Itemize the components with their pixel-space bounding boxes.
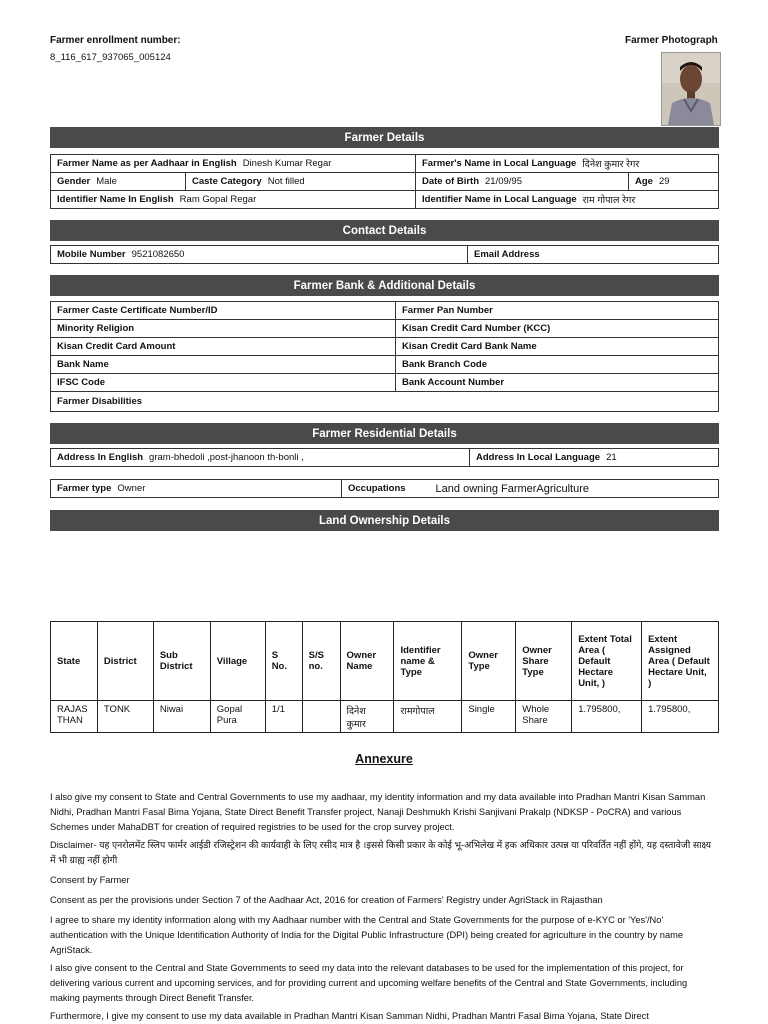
land-col-header: Extent Total Area ( Default Hectare Unit, ) (572, 622, 642, 701)
occupations-label: Occupations (348, 483, 406, 494)
identifier-local-value: राम गोपाल रेगर (582, 195, 636, 206)
address-row (50, 448, 719, 467)
enrollment-number-value: 8_116_617_937065_005124 (50, 52, 171, 63)
farmer-name-row (50, 154, 719, 173)
land-cell-owner-type: Single (462, 701, 516, 733)
kcc-amount-label: Kisan Credit Card Amount (57, 340, 176, 352)
bank-row-1 (50, 301, 719, 320)
address-local-value: 21 (606, 452, 617, 463)
disabilities-label: Farmer Disabilities (57, 395, 143, 407)
land-cell-identifier: रामगोपाल (394, 701, 462, 733)
minority-label: Minority Religion (57, 322, 135, 334)
pan-label: Farmer Pan Number (402, 305, 493, 316)
bank-name-label: Bank Name (57, 358, 109, 370)
annexure-title (0, 752, 768, 766)
ifsc-label: IFSC Code (57, 376, 106, 388)
consent-by-farmer-heading: Consent by Farmer (50, 875, 130, 885)
land-col-header: State (51, 622, 98, 701)
address-en-label: Address In English (57, 452, 144, 463)
caste-cert-label: Farmer Caste Certificate Number/ID (57, 305, 218, 316)
land-cell-sno: 1/1 (265, 701, 302, 733)
land-col-header: Identifier name & Type (394, 622, 462, 701)
land-col-header: Sub District (153, 622, 210, 701)
table-row (51, 701, 719, 733)
land-cell-state: RAJASTHAN (51, 701, 98, 733)
farmer-type-label: Farmer type (57, 483, 112, 494)
land-cell-ssno (302, 701, 340, 733)
mobile-label: Mobile Number (57, 249, 126, 260)
kcc-label: Kisan Credit Card Number (KCC) (402, 322, 551, 334)
land-ownership-table (50, 621, 719, 733)
bank-details-heading: Farmer Bank & Additional Details (50, 275, 719, 296)
bank-row-4 (50, 355, 719, 374)
name-en-value: Dinesh Kumar Regar (242, 158, 332, 169)
bank-row-2 (50, 319, 719, 338)
farmer-type-value: Owner (117, 483, 146, 494)
land-col-header: S/S no. (302, 622, 340, 701)
name-local-label: Farmer's Name in Local Language (422, 158, 577, 169)
name-en-label: Farmer Name as per Aadhaar in English (57, 158, 237, 169)
gender-label: Gender (57, 176, 91, 187)
land-cell-share-type: Whole Share (516, 701, 572, 733)
contact-details-heading: Contact Details (50, 220, 719, 241)
mobile-value: 9521082650 (131, 249, 185, 260)
land-cell-owner-name: दिनेश कुमार (340, 701, 394, 733)
land-cell-assigned-area: 1.795800, (642, 701, 719, 733)
dob-label: Date of Birth (422, 176, 479, 187)
land-cell-total-area: 1.795800, (572, 701, 642, 733)
land-col-header: Extent Assigned Area ( Default Hectare Unit, ) (642, 622, 719, 701)
enrollment-number-label: Farmer enrollment number: (50, 35, 181, 46)
kcc-bank-label: Kisan Credit Card Bank Name (402, 340, 537, 352)
occupations-value: Land owning FarmerAgriculture (435, 482, 590, 495)
consent-paragraph-1: I also give my consent to State and Central Governments to use my aadhaar, my identity information and my data available into Pradhan Mantri Kisan Samman Nidhi, Pradhan Mantri Fasal Bima Yojana, State Direct Benefit Transfer project, Nanaji Deshmukh Krishi Sanjivani Prakalp (NDKSP - PoCRA) and various Schemes under MahaDBT for creation of required registries to be used for the crop survey project. (50, 792, 706, 832)
address-local-label: Address In Local Language (476, 452, 601, 463)
identifier-local-label: Identifier Name in Local Language (422, 194, 577, 205)
bank-row-6 (50, 391, 719, 412)
land-col-header: Village (210, 622, 265, 701)
land-details-heading: Land Ownership Details (50, 510, 719, 531)
address-en-value: gram-bhedoli ,post-jhanoon th-bonli , (149, 452, 304, 463)
consent-paragraph-ekyc: I agree to share my identity information along with my Aadhaar number with the Central and State Governments for the purpose of e-KYC or 'Yes'/No' authentication with the Unique Identification Authority of India for the Digital Public Infrastructure (DPI) being created for agriculture in the country by name AgriStack. (50, 915, 684, 955)
age-value: 29 (658, 176, 670, 187)
residential-details-heading: Farmer Residential Details (50, 423, 719, 444)
caste-value: Not filled (267, 176, 305, 187)
consent-paragraph-seed: I also give consent to the Central and State Governments to seed my data into the relevant databases to be used for the implementation of this project, for delivering various current and upcoming services, and for providing current and upcoming welfare benefits of the Central and State Governments, including making payments through Direct Benefit Transfer. (50, 963, 688, 1003)
land-table-header-row (51, 622, 719, 701)
gender-value: Male (96, 176, 117, 187)
photo-label: Farmer Photograph (625, 35, 718, 46)
annexure-title-text: Annexure (355, 752, 413, 766)
farmer-photo (661, 52, 721, 126)
land-col-header: Owner Type (462, 622, 516, 701)
identifier-en-label: Identifier Name In English (57, 194, 174, 205)
consent-paragraph-furthermore: Furthermore, I give my consent to use my data available in Pradhan Mantri Kisan Samman Nidhi, Pradhan Mantri Fasal Bima Yojana, State Direct (50, 1011, 649, 1021)
farmer-type-row (50, 479, 719, 498)
farmer-details-heading: Farmer Details (50, 127, 719, 148)
bank-row-5 (50, 373, 719, 392)
caste-label: Caste Category (192, 176, 262, 187)
land-col-header: Owner Name (340, 622, 394, 701)
land-col-header: District (97, 622, 153, 701)
disclaimer-paragraph: Disclaimer- यह एनरोलमेंट स्लिप फार्मर आईडी रजिस्ट्रेशन की कार्यवाही के लिए रसीद मात्र है ।इससे किसी प्रकार के कोई भू-अभिलेख में हक अधिकार उत्पन्न या परिवर्तित नहीं होंगे, यह दस्तावेजी साक्ष्य में भी ग्राह्य नहीं होगी (50, 840, 712, 865)
gender-row (50, 172, 719, 191)
land-col-header: Owner Share Type (516, 622, 572, 701)
branch-code-label: Bank Branch Code (402, 358, 487, 370)
identifier-en-value: Ram Gopal Regar (179, 194, 257, 205)
contact-row (50, 245, 719, 264)
dob-value: 21/09/95 (485, 176, 522, 187)
land-cell-village: Gopal Pura (210, 701, 265, 733)
age-label: Age (635, 176, 653, 187)
land-col-header: S No. (265, 622, 302, 701)
account-label: Bank Account Number (402, 376, 505, 388)
bank-row-3 (50, 337, 719, 356)
name-local-value: दिनेश कुमार रेगर (582, 159, 640, 170)
email-label: Email Address (474, 249, 540, 260)
consent-section7-paragraph: Consent as per the provisions under Section 7 of the Aadhaar Act, 2016 for creation of Farmers' Registry under AgriStack in Rajasthan (50, 895, 603, 905)
identifier-row (50, 190, 719, 209)
land-cell-subdistrict: Niwai (153, 701, 210, 733)
land-cell-district: TONK (97, 701, 153, 733)
